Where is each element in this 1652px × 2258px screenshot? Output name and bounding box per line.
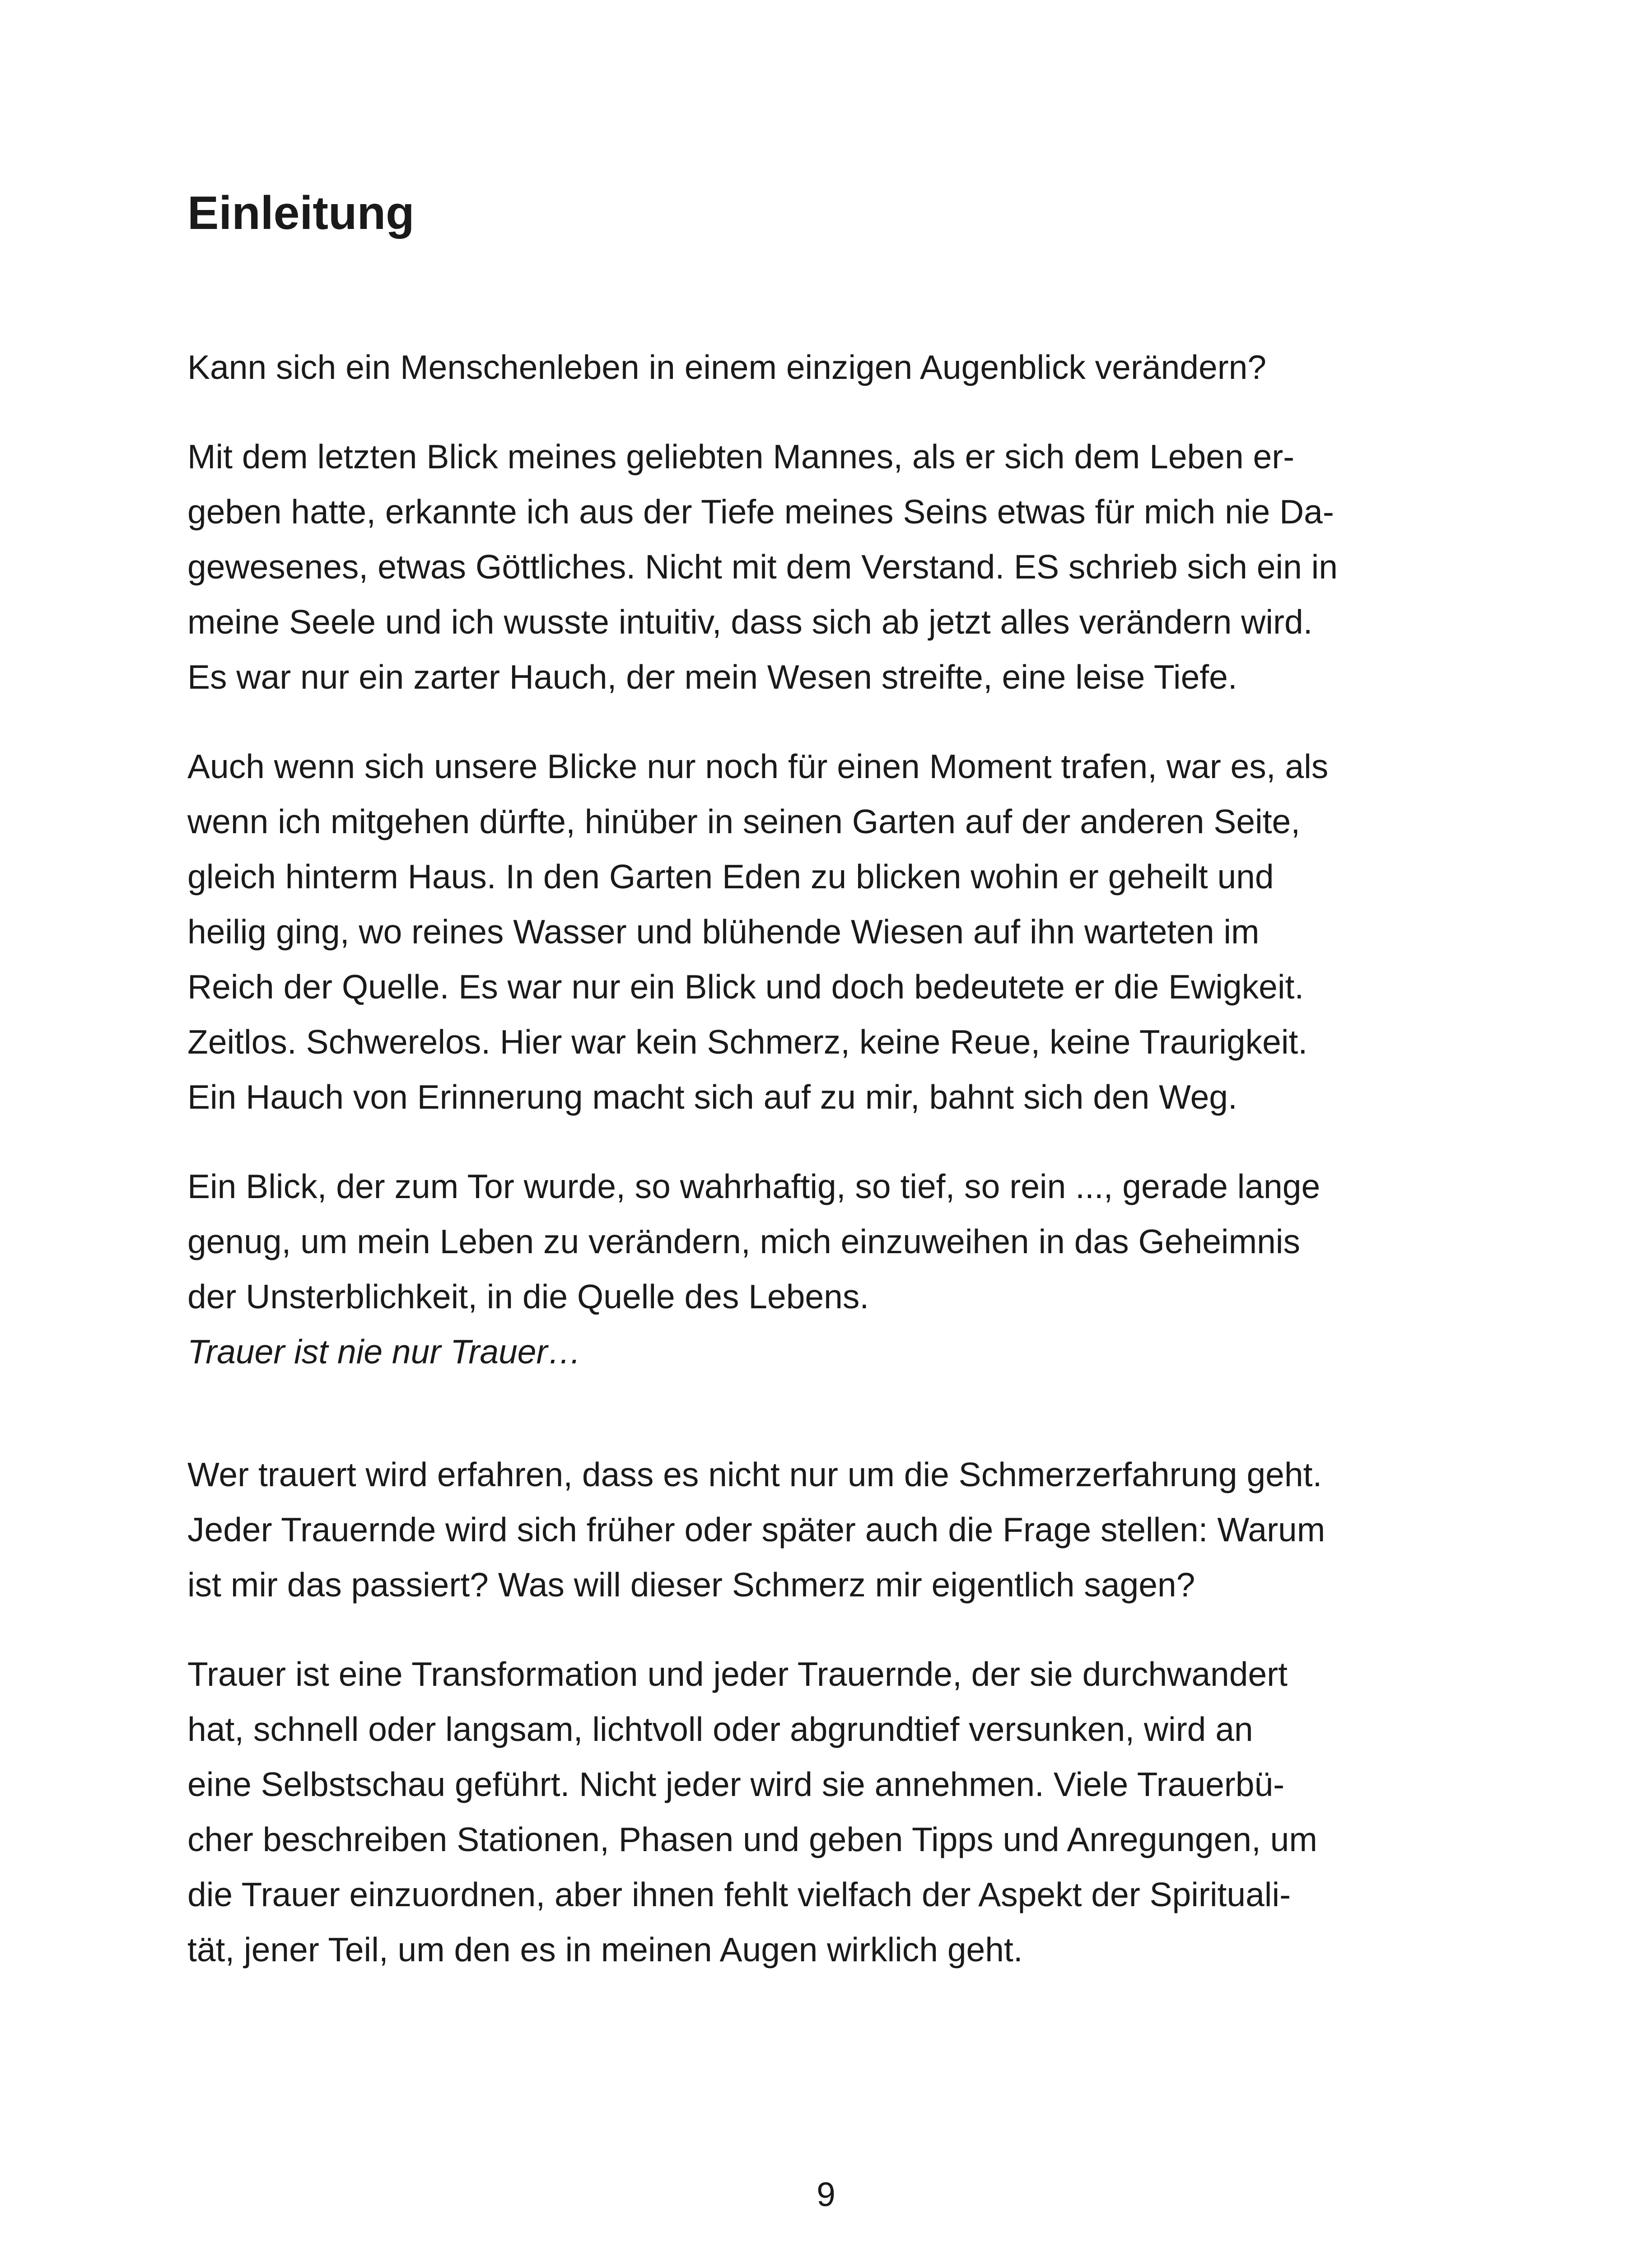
italic-aside [187, 1324, 1475, 1379]
text-line: hat, schnell oder langsam, lichtvoll oder abgrundtief versunken, wird an [187, 1710, 1253, 1748]
paragraph-4 [187, 1159, 1475, 1324]
text-line: Es war nur ein zarter Hauch, der mein Wesen streifte, eine leise Tiefe. [187, 658, 1237, 696]
text-line: gewesenes, etwas Göttliches. Nicht mit dem Verstand. ES schrieb sich ein in [187, 548, 1338, 586]
text-line: tät, jener Teil, um den es in meinen Augen wirklich geht. [187, 1931, 1023, 1969]
text-line: geben hatte, erkannte ich aus der Tiefe meines Seins etwas für mich nie Da- [187, 493, 1334, 531]
paragraph-3 [187, 739, 1475, 1124]
text-line: Reich der Quelle. Es war nur ein Blick und doch bedeutete er die Ewigkeit. [187, 968, 1304, 1006]
text-line: eine Selbstschau geführt. Nicht jeder wird sie annehmen. Viele Trauerbü- [187, 1765, 1285, 1803]
text-line: Ein Blick, der zum Tor wurde, so wahrhaftig, so tief, so rein ..., gerade lange [187, 1167, 1321, 1205]
chapter-heading: Einleitung [187, 187, 415, 239]
text-line: genug, um mein Leben zu verändern, mich einzuweihen in das Geheimnis [187, 1222, 1300, 1260]
paragraph-2 [187, 429, 1475, 704]
text-line: ist mir das passiert? Was will dieser Schmerz mir eigentlich sagen? [187, 1566, 1195, 1604]
text-line: Wer trauert wird erfahren, dass es nicht nur um die Schmerzerfahrung geht. [187, 1456, 1322, 1493]
page-number: 9 [817, 2175, 835, 2213]
text-line: Zeitlos. Schwerelos. Hier war kein Schmerz, keine Reue, keine Traurigkeit. [187, 1023, 1308, 1061]
text-line: Auch wenn sich unsere Blicke nur noch für einen Moment trafen, war es, als [187, 747, 1329, 785]
text-line: Trauer ist eine Transformation und jeder Trauernde, der sie durchwandert [187, 1655, 1288, 1693]
paragraph-5 [187, 1447, 1475, 1612]
text-line: wenn ich mitgehen dürfte, hinüber in seinen Garten auf der anderen Seite, [187, 802, 1301, 840]
text-line: Jeder Trauernde wird sich früher oder später auch die Frage stellen: Warum [187, 1511, 1325, 1549]
text-line: cher beschreiben Stationen, Phasen und geben Tipps und Anregungen, um [187, 1820, 1317, 1858]
text-line: gleich hinterm Haus. In den Garten Eden zu blicken wohin er geheilt und [187, 858, 1274, 896]
text-line: heilig ging, wo reines Wasser und blühende Wiesen auf ihn warteten im [187, 913, 1260, 951]
text-line: Kann sich ein Menschenleben in einem einzigen Augenblick verändern? [187, 348, 1267, 386]
text-line: Mit dem letzten Blick meines geliebten Mannes, als er sich dem Leben er- [187, 438, 1295, 476]
text-line: Trauer ist nie nur Trauer… [187, 1333, 582, 1371]
text-line: der Unsterblichkeit, in die Quelle des Lebens. [187, 1278, 869, 1316]
text-line: meine Seele und ich wusste intuitiv, dass sich ab jetzt alles verändern wird. [187, 603, 1313, 641]
paragraph-6 [187, 1647, 1475, 1977]
text-line: die Trauer einzuordnen, aber ihnen fehlt vielfach der Aspekt der Spirituali- [187, 1875, 1291, 1913]
body-text [187, 340, 1475, 1977]
paragraph-1 [187, 340, 1475, 395]
text-line: Ein Hauch von Erinnerung macht sich auf zu mir, bahnt sich den Weg. [187, 1078, 1237, 1116]
